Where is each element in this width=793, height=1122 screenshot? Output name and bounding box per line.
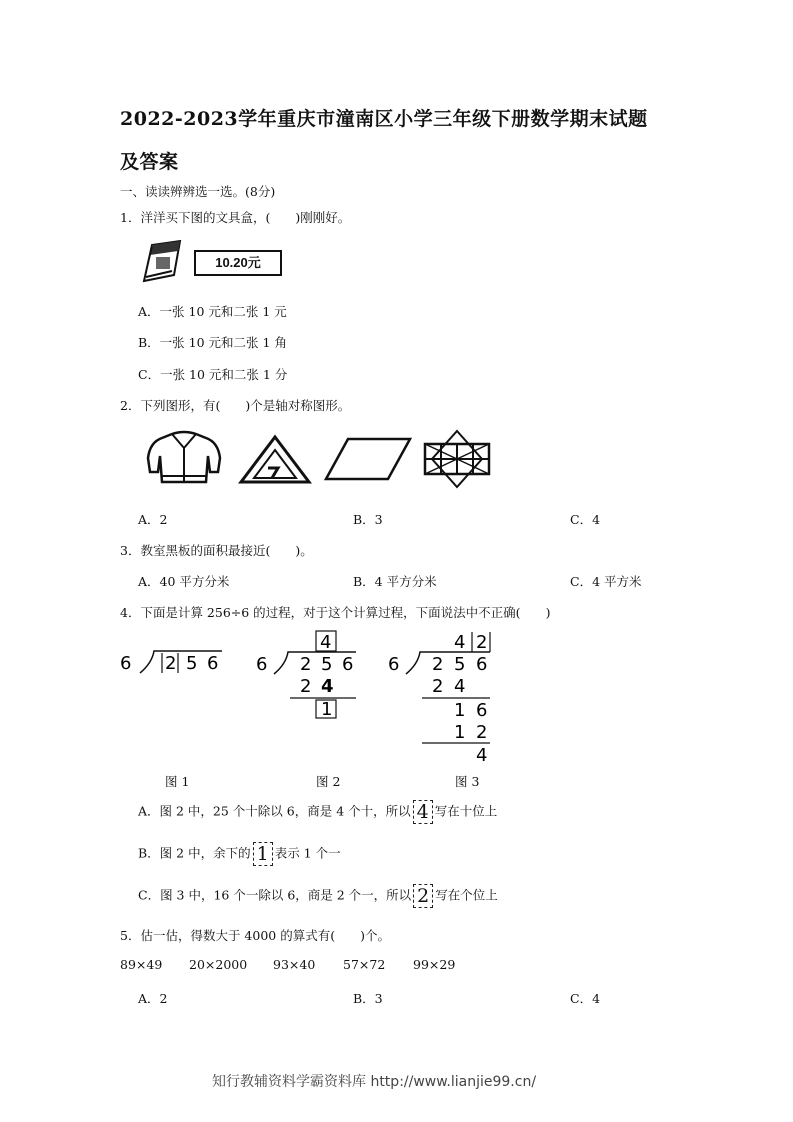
fig2-product: 4 [321, 676, 334, 697]
section-heading: 一、读读辨辨选一选。(8分) [120, 184, 276, 199]
triangle-figure [238, 434, 312, 486]
page-title: 2022-2023学年重庆市潼南区小学三年级下册数学期末试题 [120, 108, 648, 130]
fig2-digit: 6 [342, 654, 354, 675]
fig3-digit: 6 [476, 654, 488, 675]
fig3-step: 1 [454, 700, 466, 721]
q4-option-c: C．图 3 中，16 个一除以 6，商是 2 个一，所以 2 写在个位上 [138, 885, 498, 907]
fig1-digit: 6 [207, 653, 219, 674]
q2-option-c: C．4 [570, 512, 601, 527]
fig3-product: 2 [432, 676, 444, 697]
figure-3-label: 图 3 [455, 774, 480, 789]
fig3-divisor: 6 [388, 654, 400, 675]
q1-option-a: A．一张 10 元和二张 1 元 [138, 304, 287, 319]
fig1-digit: 5 [186, 653, 198, 674]
q3-option-b: B．4 平方分米 [353, 574, 437, 589]
fig3-digit: 5 [454, 654, 466, 675]
q4-option-b: B．图 2 中，余下的 1 表示 1 个一 [138, 843, 341, 865]
q1-option-c: C．一张 10 元和二张 1 分 [138, 367, 288, 382]
fig2-remainder: 1 [321, 699, 333, 720]
fig3-product: 2 [476, 722, 488, 743]
expression: 99×29 [413, 957, 456, 972]
footer-watermark: 知行教辅资料学霸资料库 http://www.lianjie99.cn/ [212, 1074, 537, 1090]
q3-option-c: C．4 平方米 [570, 574, 642, 589]
question-3-text: 3．教室黑板的面积最接近( )。 [120, 543, 313, 558]
fig2-quotient: 4 [320, 632, 332, 653]
fig1-divisor: 6 [120, 653, 132, 674]
q4-option-a: A．图 2 中，25 个十除以 6，商是 4 个十，所以 4 写在十位上 [138, 801, 498, 823]
price-tag: 10.20元 [194, 250, 282, 276]
question-2-text: 2．下列图形，有( )个是轴对称图形。 [120, 398, 351, 413]
question-5-text: 5．估一估，得数大于 4000 的算式有( )个。 [120, 928, 390, 943]
fig3-quotient: 2 [476, 632, 488, 653]
expression: 57×72 [343, 957, 386, 972]
fig1-digit: 2 [165, 653, 177, 674]
parallelogram-figure [324, 436, 414, 482]
fig3-step: 6 [476, 700, 488, 721]
fig2-digit: 5 [321, 654, 333, 675]
q5-option-a: A．2 [138, 991, 168, 1006]
q1-option-b: B．一张 10 元和二张 1 角 [138, 335, 287, 350]
figure-1-label: 图 1 [165, 774, 190, 789]
q5-option-c: C．4 [570, 991, 601, 1006]
division-figure-3 [384, 628, 496, 768]
fig3-product: 1 [454, 722, 466, 743]
jacket-figure [144, 428, 224, 486]
expression: 93×40 [273, 957, 316, 972]
question-1-text: 1．洋洋买下图的文具盒，( )刚刚好。 [120, 210, 351, 225]
fig2-divisor: 6 [256, 654, 268, 675]
boxed-digit: 1 [253, 842, 273, 866]
boxed-digit: 4 [413, 800, 433, 824]
fig3-quotient: 4 [454, 632, 466, 653]
division-figure-2 [252, 628, 364, 720]
figure-2-label: 图 2 [316, 774, 341, 789]
fig2-digit: 2 [300, 654, 312, 675]
fig2-product: 2 [300, 676, 312, 697]
expression: 89×49 [120, 957, 163, 972]
q3-option-a: A．40 平方分米 [138, 574, 230, 589]
q2-option-b: B．3 [353, 512, 383, 527]
fig3-remainder: 4 [476, 745, 488, 766]
q2-option-a: A．2 [138, 512, 168, 527]
expression: 20×2000 [189, 957, 248, 972]
division-figure-1 [118, 645, 228, 681]
fig3-product: 4 [454, 676, 466, 697]
q5-option-b: B．3 [353, 991, 383, 1006]
boxed-digit: 2 [413, 884, 433, 908]
fig3-digit: 2 [432, 654, 444, 675]
question-4-text: 4．下面是计算 256÷6 的过程，对于这个计算过程，下面说法中不正确( ) [120, 605, 551, 620]
page-title-continued: 及答案 [120, 151, 179, 173]
lattice-figure [420, 428, 494, 490]
pencil-case-icon [138, 237, 184, 283]
